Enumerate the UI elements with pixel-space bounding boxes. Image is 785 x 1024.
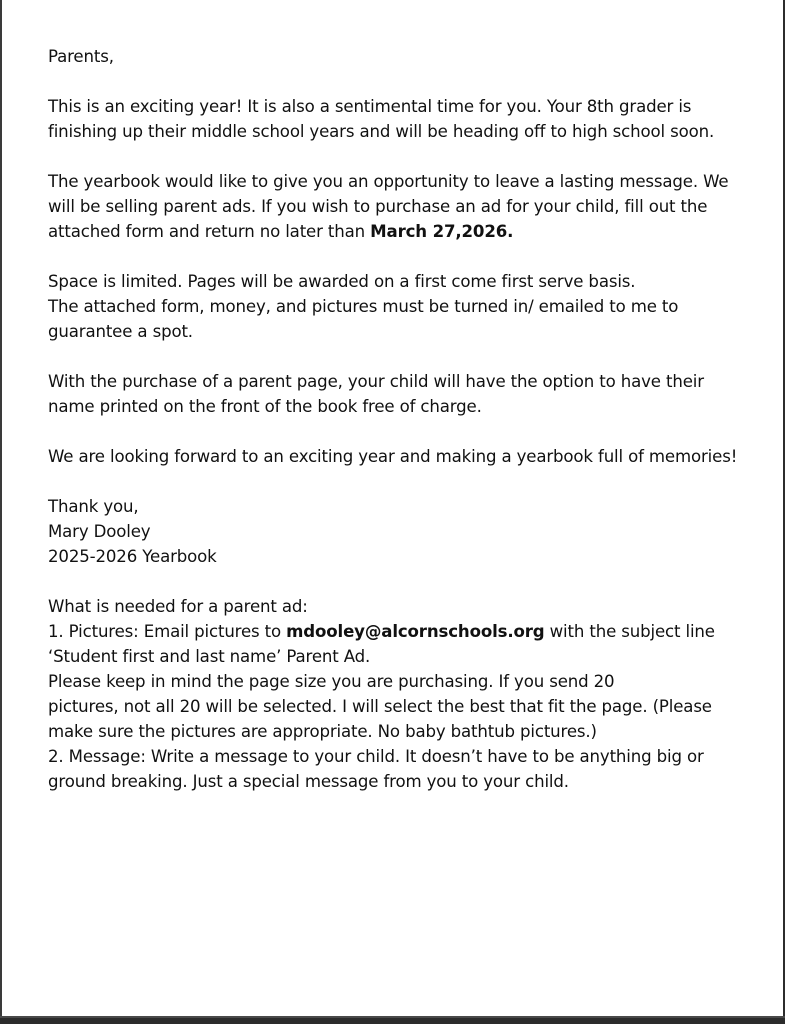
email-address: mdooley@alcornschools.org	[286, 622, 545, 641]
letter-body	[48, 44, 748, 794]
greeting: Parents,	[48, 47, 114, 66]
closing: Thank you,	[48, 497, 139, 516]
paragraph-looking-forward: We are looking forward to an exciting year and making a yearbook full of memories!	[48, 447, 738, 466]
item-pictures-note-2: pictures, not all 20 will be selected. I will select the best that fit the page. (Please make sure the pictures are appropriate. No baby bathtub pictures.)	[48, 697, 712, 741]
signer-title: 2025-2026 Yearbook	[48, 547, 217, 566]
item-pictures-suffix: with the subject line ‘Student first and last name’ Parent Ad.	[48, 622, 715, 666]
item-pictures-prefix: 1. Pictures: Email pictures to	[48, 622, 287, 641]
page-left-edge	[0, 0, 2, 1016]
item-message: 2. Message: Write a message to your child. It doesn’t have to be anything big or ground breaking. Just a special message from you to your child.	[48, 747, 704, 791]
paragraph-space-limited: Space is limited. Pages will be awarded on a first come first serve basis.	[48, 272, 636, 291]
deadline-date: March 27,2026.	[370, 222, 514, 241]
needed-heading: What is needed for a parent ad:	[48, 597, 308, 616]
item-pictures	[48, 619, 748, 669]
paragraph-intro: This is an exciting year! It is also a sentimental time for you. Your 8th grader is finishing up their middle school years and will be heading off to high school soon.	[48, 97, 715, 141]
paragraph-parent-ads	[48, 169, 748, 244]
signer-name: Mary Dooley	[48, 522, 151, 541]
item-pictures-note-1: Please keep in mind the page size you are purchasing. If you send 20	[48, 672, 615, 691]
paragraph-name-printed: With the purchase of a parent page, your child will have the option to have their name printed on the front of the book free of charge.	[48, 372, 704, 416]
paragraph-guarantee: The attached form, money, and pictures must be turned in/ emailed to me to guarantee a spot.	[48, 297, 679, 341]
parent-ads-text: The yearbook would like to give you an opportunity to leave a lasting message. We will be selling parent ads. If you wish to purchase an ad for your child, fill out the attached form and return no later than	[48, 172, 729, 241]
window-bottom-bar	[0, 1016, 785, 1024]
